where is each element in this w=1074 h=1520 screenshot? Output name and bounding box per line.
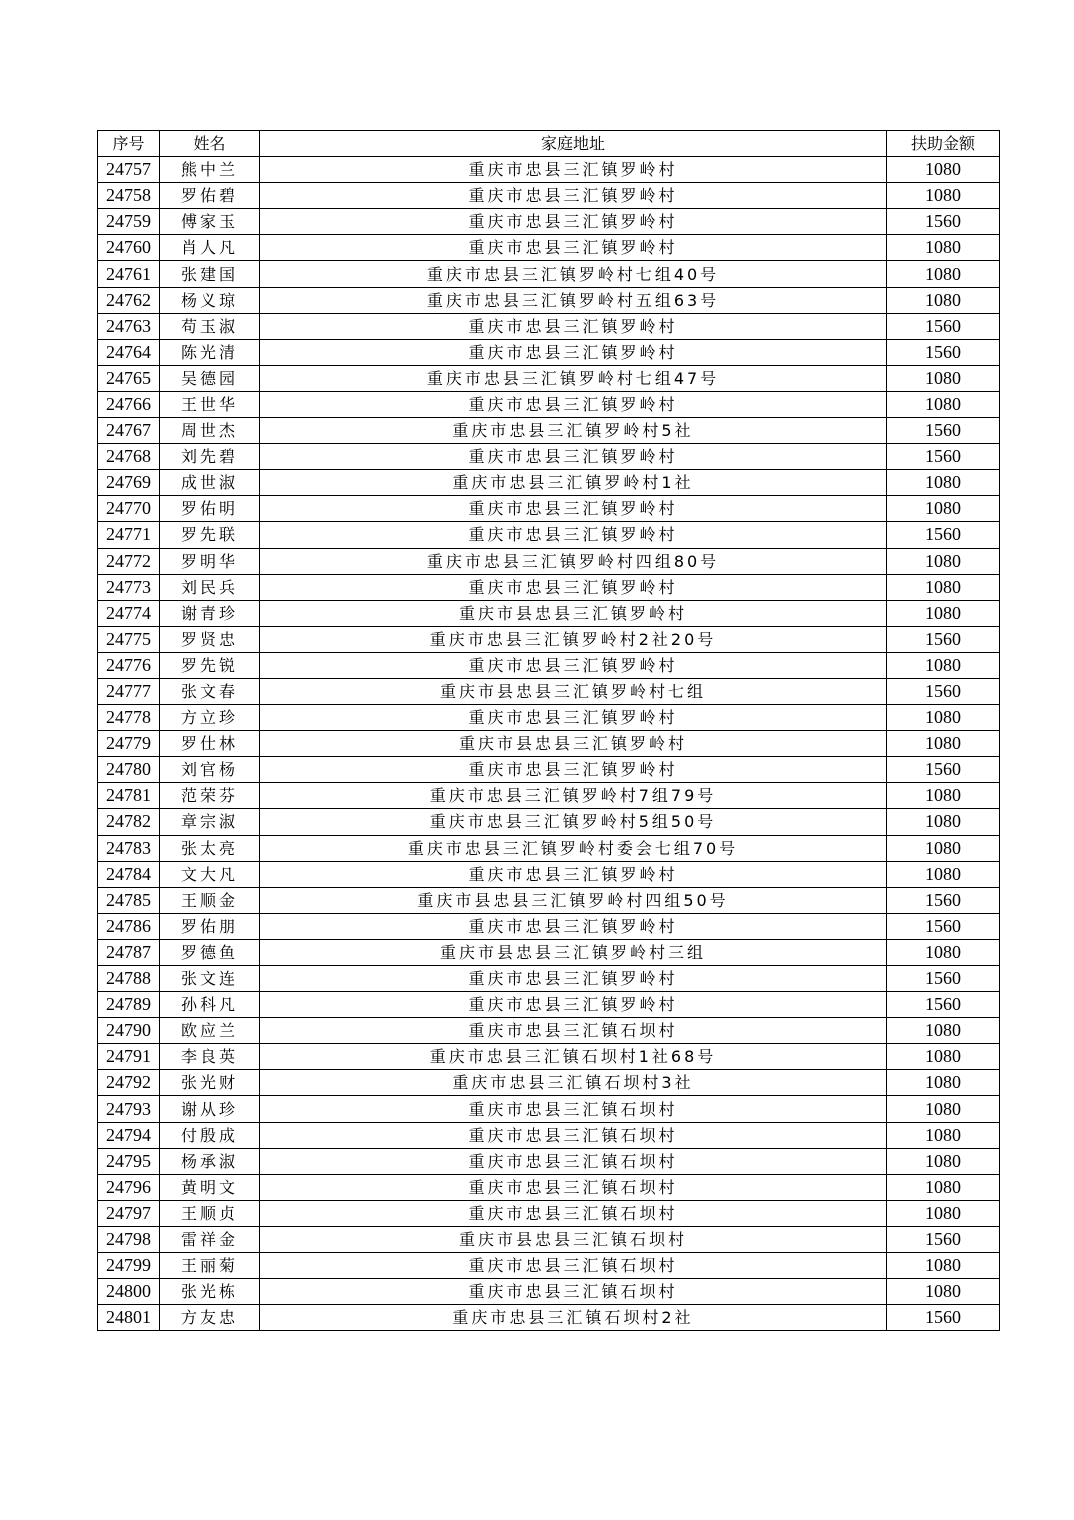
name-cell: 罗佑朋 [160,913,260,939]
serial-cell: 24796 [98,1174,160,1200]
serial-cell: 24777 [98,678,160,704]
amount-cell: 1560 [887,339,1000,365]
name-cell: 谢从珍 [160,1096,260,1122]
address-cell: 重庆市忠县三汇镇罗岭村五组63号 [260,287,887,313]
address-cell: 重庆市忠县三汇镇石坝村 [260,1200,887,1226]
name-cell: 张太亮 [160,835,260,861]
amount-cell: 1080 [887,705,1000,731]
address-cell: 重庆市忠县三汇镇罗岭村 [260,183,887,209]
serial-cell: 24781 [98,783,160,809]
name-cell: 李良英 [160,1044,260,1070]
amount-cell: 1560 [887,913,1000,939]
name-cell: 谢青珍 [160,600,260,626]
table-row [98,209,1000,235]
serial-cell: 24785 [98,887,160,913]
serial-cell: 24774 [98,600,160,626]
address-cell: 重庆市忠县三汇镇罗岭村七组40号 [260,261,887,287]
address-cell: 重庆市县忠县三汇镇罗岭村 [260,600,887,626]
table-row [98,652,1000,678]
name-cell: 王世华 [160,391,260,417]
address-cell: 重庆市忠县三汇镇罗岭村 [260,913,887,939]
name-cell: 傅家玉 [160,209,260,235]
address-cell: 重庆市忠县三汇镇罗岭村7组79号 [260,783,887,809]
serial-cell: 24773 [98,574,160,600]
address-cell: 重庆市忠县三汇镇罗岭村 [260,705,887,731]
name-cell: 王顺金 [160,887,260,913]
table-row [98,757,1000,783]
amount-cell: 1080 [887,1253,1000,1279]
address-cell: 重庆市忠县三汇镇罗岭村委会七组70号 [260,835,887,861]
address-cell: 重庆市忠县三汇镇罗岭村七组47号 [260,365,887,391]
serial-cell: 24783 [98,835,160,861]
table-row [98,444,1000,470]
header-address: 家庭地址 [260,131,887,157]
name-cell: 章宗淑 [160,809,260,835]
amount-cell: 1080 [887,1174,1000,1200]
address-cell: 重庆市忠县三汇镇罗岭村 [260,522,887,548]
serial-cell: 24775 [98,626,160,652]
table-row [98,574,1000,600]
table-row [98,1174,1000,1200]
address-cell: 重庆市忠县三汇镇石坝村 [260,1253,887,1279]
serial-cell: 24782 [98,809,160,835]
amount-cell: 1560 [887,757,1000,783]
table-row [98,261,1000,287]
serial-cell: 24778 [98,705,160,731]
address-cell: 重庆市忠县三汇镇罗岭村 [260,157,887,183]
table-row [98,339,1000,365]
address-cell: 重庆市忠县三汇镇石坝村 [260,1174,887,1200]
amount-cell: 1080 [887,861,1000,887]
serial-cell: 24762 [98,287,160,313]
name-cell: 文大凡 [160,861,260,887]
name-cell: 张文春 [160,678,260,704]
address-cell: 重庆市忠县三汇镇石坝村1社68号 [260,1044,887,1070]
table-row [98,783,1000,809]
serial-cell: 24792 [98,1070,160,1096]
amount-cell: 1080 [887,548,1000,574]
address-cell: 重庆市忠县三汇镇罗岭村 [260,992,887,1018]
amount-cell: 1080 [887,1122,1000,1148]
table-row [98,391,1000,417]
name-cell: 欧应兰 [160,1018,260,1044]
name-cell: 黄明文 [160,1174,260,1200]
address-cell: 重庆市忠县三汇镇石坝村 [260,1148,887,1174]
name-cell: 方立珍 [160,705,260,731]
amount-cell: 1560 [887,418,1000,444]
table-row [98,1122,1000,1148]
address-cell: 重庆市忠县三汇镇罗岭村四组80号 [260,548,887,574]
address-cell: 重庆市忠县三汇镇罗岭村 [260,235,887,261]
table-row [98,966,1000,992]
serial-cell: 24776 [98,652,160,678]
name-cell: 范荣芬 [160,783,260,809]
amount-cell: 1080 [887,783,1000,809]
serial-cell: 24779 [98,731,160,757]
serial-cell: 24767 [98,418,160,444]
table-row [98,887,1000,913]
serial-cell: 24760 [98,235,160,261]
header-name: 姓名 [160,131,260,157]
serial-cell: 24761 [98,261,160,287]
table-row [98,1096,1000,1122]
address-cell: 重庆市县忠县三汇镇罗岭村七组 [260,678,887,704]
name-cell: 刘民兵 [160,574,260,600]
amount-cell: 1080 [887,1200,1000,1226]
table-row [98,496,1000,522]
amount-cell: 1560 [887,444,1000,470]
address-cell: 重庆市县忠县三汇镇石坝村 [260,1226,887,1252]
serial-cell: 24789 [98,992,160,1018]
address-cell: 重庆市县忠县三汇镇罗岭村 [260,731,887,757]
name-cell: 杨承淑 [160,1148,260,1174]
assistance-table [97,130,1000,1331]
name-cell: 方友忠 [160,1305,260,1331]
table-row [98,470,1000,496]
serial-cell: 24769 [98,470,160,496]
name-cell: 杨义琼 [160,287,260,313]
address-cell: 重庆市忠县三汇镇罗岭村1社 [260,470,887,496]
amount-cell: 1560 [887,887,1000,913]
table-row [98,548,1000,574]
amount-cell: 1560 [887,1226,1000,1252]
name-cell: 肖人凡 [160,235,260,261]
table-row [98,731,1000,757]
amount-cell: 1560 [887,522,1000,548]
serial-cell: 24801 [98,1305,160,1331]
serial-cell: 24768 [98,444,160,470]
name-cell: 罗贤忠 [160,626,260,652]
serial-cell: 24764 [98,339,160,365]
serial-cell: 24790 [98,1018,160,1044]
address-cell: 重庆市忠县三汇镇罗岭村 [260,757,887,783]
serial-cell: 24786 [98,913,160,939]
name-cell: 周世杰 [160,418,260,444]
amount-cell: 1080 [887,1070,1000,1096]
address-cell: 重庆市忠县三汇镇罗岭村 [260,444,887,470]
name-cell: 罗佑碧 [160,183,260,209]
name-cell: 雷祥金 [160,1226,260,1252]
name-cell: 刘官杨 [160,757,260,783]
serial-cell: 24797 [98,1200,160,1226]
serial-cell: 24787 [98,939,160,965]
header-row [98,131,1000,157]
table-row [98,157,1000,183]
address-cell: 重庆市忠县三汇镇石坝村3社 [260,1070,887,1096]
table-row [98,1305,1000,1331]
table-row [98,365,1000,391]
name-cell: 吴德园 [160,365,260,391]
address-cell: 重庆市忠县三汇镇石坝村2社 [260,1305,887,1331]
serial-cell: 24800 [98,1279,160,1305]
name-cell: 张光财 [160,1070,260,1096]
amount-cell: 1080 [887,391,1000,417]
amount-cell: 1080 [887,600,1000,626]
table-row [98,1148,1000,1174]
table-row [98,600,1000,626]
amount-cell: 1080 [887,1279,1000,1305]
header-serial: 序号 [98,131,160,157]
name-cell: 张光栋 [160,1279,260,1305]
address-cell: 重庆市忠县三汇镇罗岭村 [260,652,887,678]
address-cell: 重庆市忠县三汇镇石坝村 [260,1279,887,1305]
name-cell: 罗明华 [160,548,260,574]
name-cell: 付殷成 [160,1122,260,1148]
name-cell: 王丽菊 [160,1253,260,1279]
table-row [98,809,1000,835]
table-row [98,1070,1000,1096]
address-cell: 重庆市忠县三汇镇罗岭村 [260,966,887,992]
table-row [98,835,1000,861]
address-cell: 重庆市忠县三汇镇罗岭村 [260,209,887,235]
table-row [98,183,1000,209]
address-cell: 重庆市忠县三汇镇罗岭村 [260,574,887,600]
address-cell: 重庆市忠县三汇镇罗岭村 [260,313,887,339]
amount-cell: 1560 [887,626,1000,652]
amount-cell: 1560 [887,992,1000,1018]
table-row [98,235,1000,261]
serial-cell: 24780 [98,757,160,783]
name-cell: 陈光清 [160,339,260,365]
amount-cell: 1560 [887,966,1000,992]
table-row [98,1018,1000,1044]
address-cell: 重庆市忠县三汇镇罗岭村 [260,496,887,522]
name-cell: 罗先锐 [160,652,260,678]
amount-cell: 1080 [887,652,1000,678]
address-cell: 重庆市忠县三汇镇罗岭村5组50号 [260,809,887,835]
address-cell: 重庆市县忠县三汇镇罗岭村四组50号 [260,887,887,913]
serial-cell: 24795 [98,1148,160,1174]
amount-cell: 1560 [887,313,1000,339]
serial-cell: 24788 [98,966,160,992]
address-cell: 重庆市县忠县三汇镇罗岭村三组 [260,939,887,965]
amount-cell: 1560 [887,1305,1000,1331]
amount-cell: 1080 [887,287,1000,313]
address-cell: 重庆市忠县三汇镇石坝村 [260,1122,887,1148]
name-cell: 罗仕林 [160,731,260,757]
amount-cell: 1080 [887,1044,1000,1070]
name-cell: 苟玉淑 [160,313,260,339]
serial-cell: 24758 [98,183,160,209]
serial-cell: 24798 [98,1226,160,1252]
serial-cell: 24770 [98,496,160,522]
address-cell: 重庆市忠县三汇镇罗岭村 [260,861,887,887]
serial-cell: 24791 [98,1044,160,1070]
amount-cell: 1080 [887,809,1000,835]
amount-cell: 1560 [887,209,1000,235]
name-cell: 孙科凡 [160,992,260,1018]
name-cell: 罗德鱼 [160,939,260,965]
serial-cell: 24794 [98,1122,160,1148]
table-row [98,287,1000,313]
address-cell: 重庆市忠县三汇镇罗岭村 [260,339,887,365]
amount-cell: 1080 [887,835,1000,861]
name-cell: 刘先碧 [160,444,260,470]
serial-cell: 24757 [98,157,160,183]
address-cell: 重庆市忠县三汇镇罗岭村2社20号 [260,626,887,652]
amount-cell: 1080 [887,1018,1000,1044]
amount-cell: 1080 [887,365,1000,391]
serial-cell: 24766 [98,391,160,417]
header-amount: 扶助金额 [887,131,1000,157]
table-body [98,157,1000,1331]
name-cell: 张文连 [160,966,260,992]
serial-cell: 24793 [98,1096,160,1122]
address-cell: 重庆市忠县三汇镇罗岭村5社 [260,418,887,444]
amount-cell: 1080 [887,183,1000,209]
table-row [98,522,1000,548]
amount-cell: 1080 [887,939,1000,965]
address-cell: 重庆市忠县三汇镇石坝村 [260,1096,887,1122]
amount-cell: 1080 [887,496,1000,522]
serial-cell: 24759 [98,209,160,235]
table-row [98,705,1000,731]
amount-cell: 1080 [887,731,1000,757]
amount-cell: 1080 [887,261,1000,287]
table-row [98,1253,1000,1279]
name-cell: 罗先联 [160,522,260,548]
table-row [98,626,1000,652]
table-row [98,678,1000,704]
name-cell: 张建国 [160,261,260,287]
table-row [98,913,1000,939]
amount-cell: 1560 [887,678,1000,704]
amount-cell: 1080 [887,574,1000,600]
name-cell: 罗佑明 [160,496,260,522]
amount-cell: 1080 [887,470,1000,496]
amount-cell: 1080 [887,157,1000,183]
table-row [98,418,1000,444]
table-row [98,1200,1000,1226]
name-cell: 熊中兰 [160,157,260,183]
table-row [98,313,1000,339]
name-cell: 王顺贞 [160,1200,260,1226]
serial-cell: 24771 [98,522,160,548]
serial-cell: 24763 [98,313,160,339]
address-cell: 重庆市忠县三汇镇罗岭村 [260,391,887,417]
address-cell: 重庆市忠县三汇镇石坝村 [260,1018,887,1044]
amount-cell: 1080 [887,1096,1000,1122]
table-row [98,939,1000,965]
table-row [98,992,1000,1018]
serial-cell: 24765 [98,365,160,391]
table-row [98,1226,1000,1252]
table-row [98,861,1000,887]
serial-cell: 24784 [98,861,160,887]
serial-cell: 24799 [98,1253,160,1279]
amount-cell: 1080 [887,235,1000,261]
table-row [98,1279,1000,1305]
amount-cell: 1080 [887,1148,1000,1174]
table-row [98,1044,1000,1070]
name-cell: 成世淑 [160,470,260,496]
serial-cell: 24772 [98,548,160,574]
